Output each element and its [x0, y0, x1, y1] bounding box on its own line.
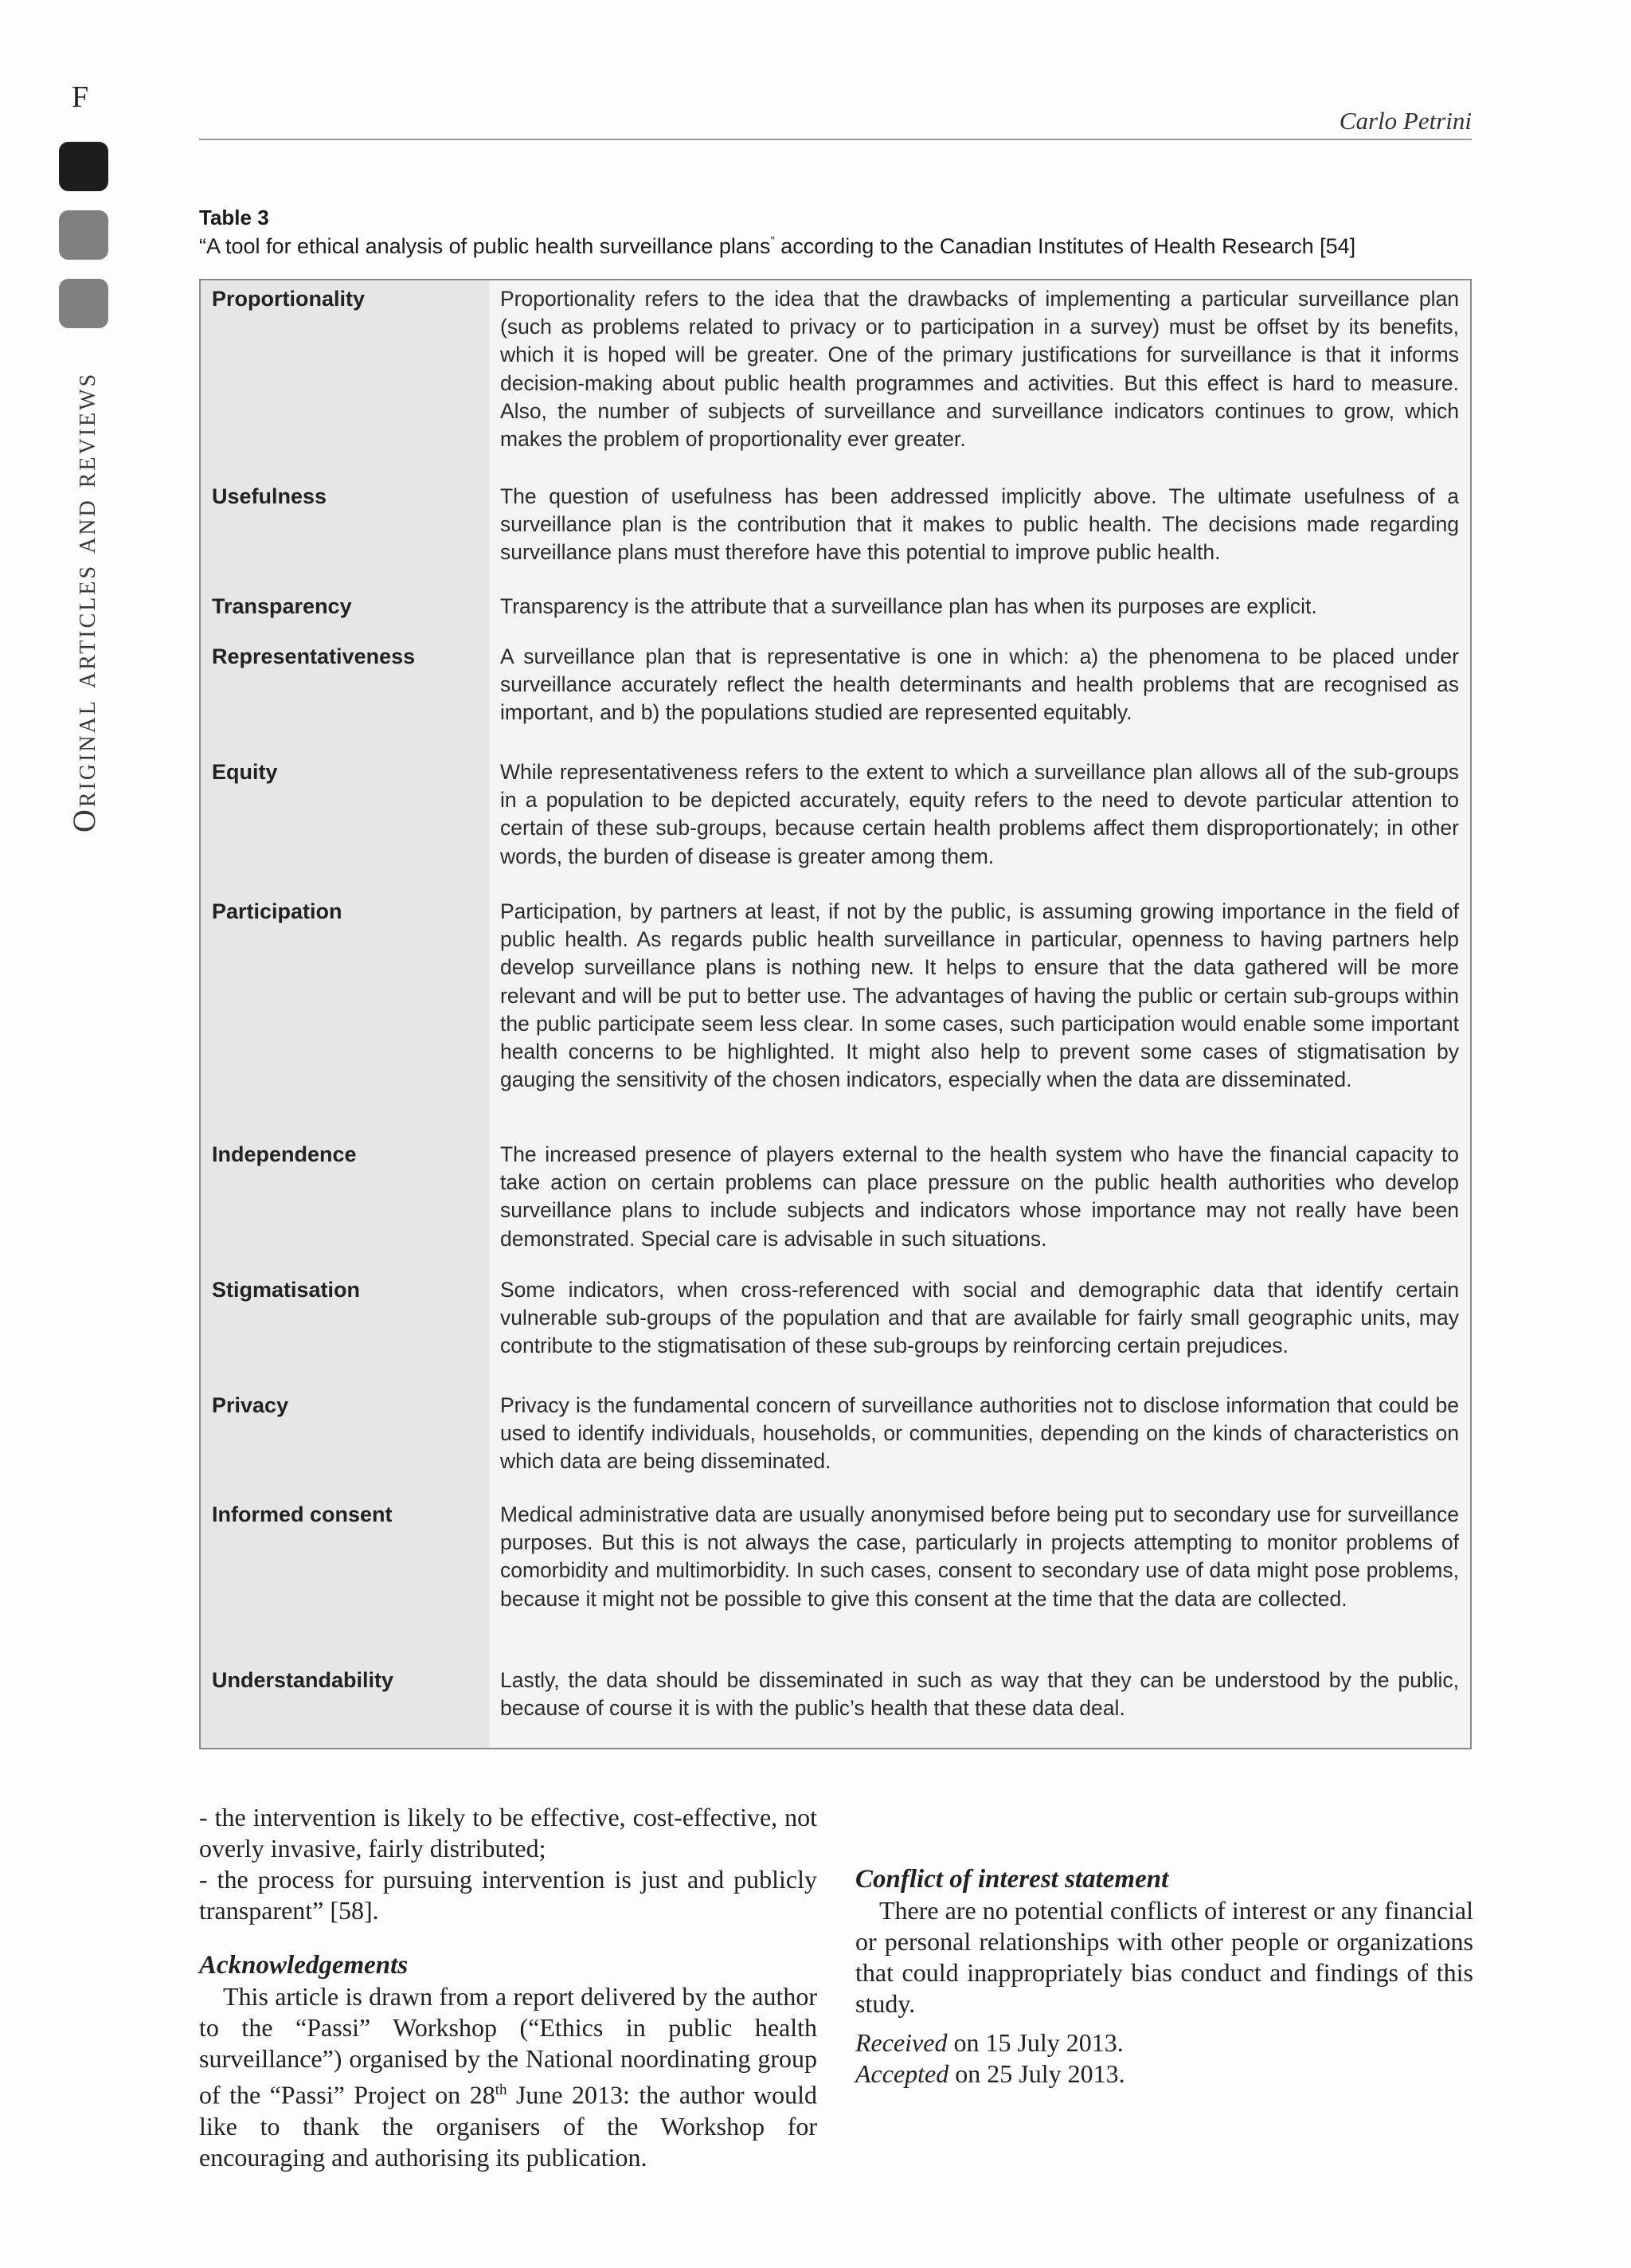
- table-description: Some indicators, when cross-referenced with social and demographic data that identify certain vulnerable sub-groups of the population and that are available for fairly small geographic units, may contribute to the stigmatisation of these sub-groups by reinforcing certain prejudices.: [500, 1278, 1459, 1358]
- table-description: Lastly, the data should be disseminated in such as way that they can be understood by the public, because of course it is with the public’s health that these data deal.: [500, 1668, 1459, 1721]
- received-date: Received on 15 July 2013.: [855, 2028, 1124, 2057]
- conflict-text: There are no potential conflicts of interest or any financial or personal relationships with other people or organizations that could inappropriately bias conduct and findings of this study.: [855, 1896, 1473, 2018]
- section-marker-active: [59, 142, 108, 191]
- table-caption: “A tool for ethical analysis of public health surveillance plans” according to the Canadian Institutes of Health Research [54]: [199, 234, 1356, 258]
- table-term: Understandability: [212, 1668, 394, 1692]
- table-term: Proportionality: [212, 287, 366, 311]
- table-term: Privacy: [212, 1393, 289, 1417]
- table-description: The question of usefulness has been addressed implicitly above. The ultimate usefulness of a surveillance plan is the contribution that it makes to public health. The decisions made regarding surveillance plans must therefore have this potential to improve public health.: [500, 484, 1459, 565]
- acknowledgements-heading: Acknowledgements: [199, 1951, 409, 1980]
- table-term: Representativeness: [212, 644, 416, 668]
- body-column-left: [199, 1802, 817, 2173]
- running-header-author: Carlo Petrini: [1339, 107, 1472, 135]
- header-rule: [199, 139, 1472, 140]
- section-title: Original articles and reviews: [66, 371, 102, 832]
- acknowledgements-text: This article is drawn from a report delivered by the author to the “Passi” Workshop (“Ethics in public health surveillance”) organised by the National noordinating group of the “Passi” Project on 28th June 2013: the author would like to thank the organisers of the Workshop for encouraging and authorising its publication.: [199, 1982, 818, 2172]
- conflict-heading: Conflict of interest statement: [855, 1865, 1169, 1894]
- body-column-right: [855, 1864, 1473, 2090]
- table-description: The increased presence of players external to the health system who have the financial capacity to take action on certain problems can place pressure on the public health authorities who develop surveillance plans to include subjects and indicators whose importance may not really have been demonstrated. Special care is advisable in such situations.: [500, 1142, 1459, 1251]
- table-description: A surveillance plan that is representative is one in which: a) the phenomena to be placed under surveillance accurately reflect the health determinants and health problems that are recognised as important, and b) the populations studied are represented equitably.: [500, 644, 1459, 725]
- table-term: Usefulness: [212, 484, 327, 508]
- table-description: Transparency is the attribute that a surveillance plan has when its purposes are explicit.: [500, 594, 1317, 618]
- list-item: - the process for pursuing intervention is just and publicly transparent” [58].: [199, 1865, 817, 1925]
- section-marker: [59, 210, 108, 260]
- section-letter: F: [72, 80, 89, 114]
- list-item: - the intervention is likely to be effective, cost-effective, not overly invasive, fairly distributed;: [199, 1803, 817, 1863]
- table-description: Medical administrative data are usually anonymised before being put to secondary use for surveillance purposes. But this is not always the case, particularly in projects attempting to monitor problems of comorbidity and multimorbidity. In such cases, consent to secondary use of data might pose problems, because it might not be possible to give this consent at the time that the data are collected.: [500, 1502, 1459, 1611]
- table-description: Participation, by partners at least, if not by the public, is assuming growing importance in the field of public health. As regards public health surveillance in particular, openness to having partners help develop surveillance plans is nothing new. It helps to ensure that the data gathered will be more relevant and will be put to better use. The advantages of having the public or certain sub-groups within the public participate seem less clear. In some cases, such participation would enable some important health concerns to be highlighted. It might also help to prevent some cases of stigmatisation by gauging the sensitivity of the chosen indicators, especially when the data are disseminated.: [500, 899, 1459, 1092]
- table-term: Participation: [212, 899, 342, 923]
- table-label: Table 3: [199, 206, 269, 229]
- accepted-date: Accepted on 25 July 2013.: [855, 2059, 1125, 2088]
- ethics-table: [199, 279, 1472, 1749]
- table-description: While representativeness refers to the extent to which a surveillance plan allows all of the sub-groups in a population to be depicted accurately, equity refers to the need to devote particular attention to certain of these sub-groups, because certain health problems affect them disproportionately; in other words, the burden of disease is greater among them.: [500, 760, 1459, 868]
- section-marker: [59, 279, 108, 328]
- table-term: Informed consent: [212, 1502, 393, 1526]
- table-term: Independence: [212, 1142, 357, 1166]
- table-description: Privacy is the fundamental concern of surveillance authorities not to disclose information that could be used to identify individuals, households, or communities, depending on the kinds of characteristics on which data are being disseminated.: [500, 1393, 1459, 1474]
- table-term: Stigmatisation: [212, 1278, 361, 1302]
- table-term: Equity: [212, 760, 278, 784]
- table-description: Proportionality refers to the idea that the drawbacks of implementing a particular surveillance plan (such as problems related to privacy or to participation in a survey) must be offset by its benefits, which it is hoped will be greater. One of the primary justifications for surveillance is that it informs decision-making about public health programmes and activities. But this effect is hard to measure. Also, the number of subjects of surveillance and surveillance indicators continues to grow, which makes the problem of proportionality ever greater.: [500, 287, 1459, 452]
- table-term: Transparency: [212, 594, 352, 618]
